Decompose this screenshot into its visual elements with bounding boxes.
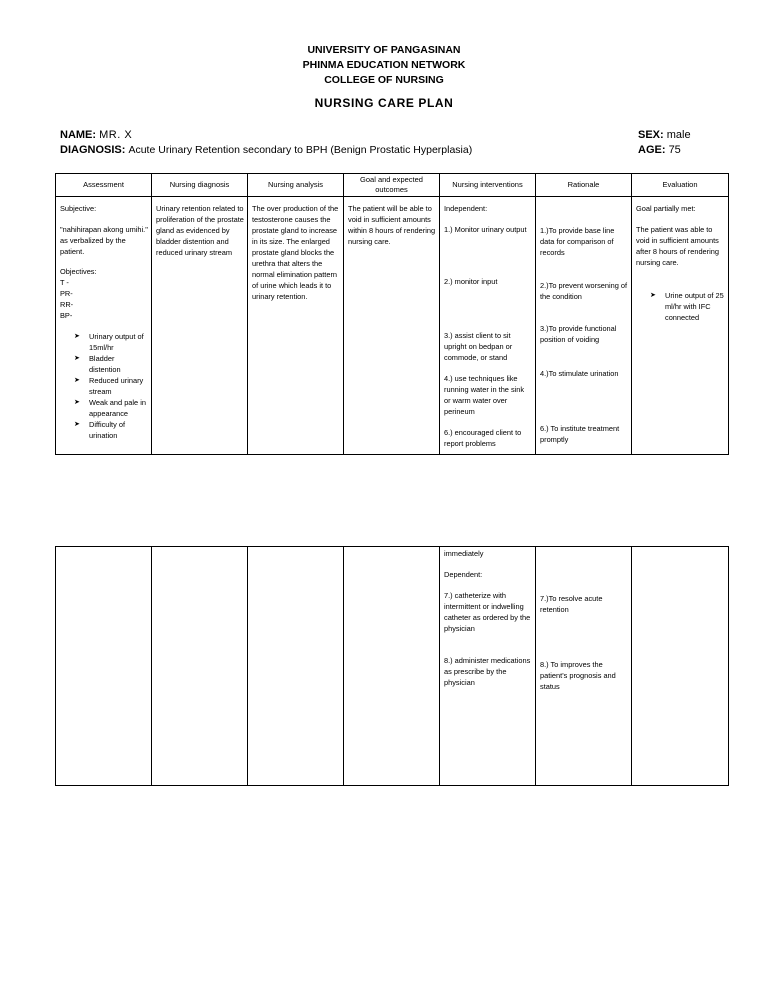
vitals-list <box>60 277 148 321</box>
diagnosis-label: DIAGNOSIS: <box>60 144 126 156</box>
assessment-cell <box>56 197 152 455</box>
subjective-label: Subjective: <box>60 204 97 213</box>
vital-bp: BP- <box>60 311 73 320</box>
arrow-bullet-icon: ➤ <box>74 421 80 428</box>
patient-age <box>638 144 681 156</box>
arrow-bullet-icon: ➤ <box>74 333 80 340</box>
diagnosis-value: Acute Urinary Retention secondary to BPH (Benign Prostatic Hyperplasia) <box>128 144 473 156</box>
patient-diagnosis <box>60 144 472 156</box>
evaluation-cell <box>632 197 729 455</box>
patient-sex <box>638 129 691 141</box>
network-name: PHINMA EDUCATION NETWORK <box>302 59 466 71</box>
evaluation-text: The patient was able to void in sufficient amounts after 8 hours of rendering nursing care. <box>636 225 719 267</box>
rationale-cell-2 <box>536 547 632 786</box>
col-evaluation: Evaluation <box>632 174 729 197</box>
nursing-diagnosis-text: Urinary retention related to proliferation of the prostate gland as evidenced by bladder distention and reduced urinary stream <box>156 204 244 257</box>
interventions-cell-2 <box>440 547 536 786</box>
patient-name <box>60 129 132 141</box>
subjective-text: "nahihirapan akong umihi." as verbalized by the patient. <box>60 225 148 256</box>
list-item: ➤ Reduced urinary stream <box>74 376 144 396</box>
table-row <box>56 547 729 786</box>
independent-label: Independent: <box>444 204 488 213</box>
arrow-bullet-icon: ➤ <box>650 292 656 299</box>
rationale-cell <box>536 197 632 455</box>
goal-cell <box>344 197 440 455</box>
col-nursing-diagnosis: Nursing diagnosis <box>152 174 248 197</box>
college-name: COLLEGE OF NURSING <box>324 74 444 86</box>
intervention-1: 1.) Monitor urinary output <box>444 225 527 234</box>
name-label: NAME: <box>60 129 97 141</box>
col-interventions: Nursing interventions <box>440 174 536 197</box>
evaluation-list <box>636 290 725 323</box>
intervention-4: 4.) use techniques like running water in the sink or warm water over perineum <box>444 374 525 416</box>
evaluation-status: Goal partially met: <box>636 204 696 213</box>
care-plan-table-1 <box>55 173 729 455</box>
table-row <box>56 197 729 455</box>
intervention-7: 7.) catheterize with intermittent or indwelling catheter as ordered by the physician <box>444 591 531 633</box>
nursing-diagnosis-cell <box>152 197 248 455</box>
vital-pr: PR- <box>60 289 73 298</box>
intervention-3: 3.) assist client to sit upright on bedpan or commode, or stand <box>444 331 513 362</box>
nursing-analysis-text: The over production of the testosterone causes the prostate gland to increase in its size. The enlarged prostate gland blocks the urethra that alters the normal elimination pattern of urine which leads it to urinary retention. <box>252 204 339 301</box>
name-value: MR. X <box>99 129 133 141</box>
assessment-cell-2 <box>56 547 152 786</box>
rationale-4: 4.)To stimulate urination <box>540 369 619 378</box>
intervention-2: 2.) monitor input <box>444 277 498 286</box>
university-name: UNIVERSITY OF PANGASINAN <box>307 44 461 56</box>
intervention-6: 6.) encouraged client to report problems <box>444 428 522 448</box>
col-rationale: Rationale <box>536 174 632 197</box>
objectives-label: Objectives: <box>60 267 97 276</box>
arrow-bullet-icon: ➤ <box>74 399 80 406</box>
dependent-label: Dependent: <box>444 570 483 579</box>
col-nursing-analysis: Nursing analysis <box>248 174 344 197</box>
sex-label: SEX: <box>638 129 664 141</box>
intervention-8: 8.) administer medications as prescribe by the physician <box>444 656 531 687</box>
rationale-3: 3.)To provide functional position of voiding <box>540 324 617 344</box>
age-label: AGE: <box>638 144 666 156</box>
nursing-analysis-cell <box>248 197 344 455</box>
rationale-2: 2.)To prevent worsening of the condition <box>540 281 628 301</box>
rationale-1: 1.)To provide base line data for comparison of records <box>540 226 615 257</box>
evaluation-cell-2 <box>632 547 729 786</box>
rationale-6: 6.) To institute treatment promptly <box>540 424 620 444</box>
list-item: ➤ Bladder distention <box>74 354 121 374</box>
rationale-8: 8.) To improves the patient's prognosis and status <box>540 660 616 691</box>
list-item: ➤ Urine output of 25 ml/hr with IFC connected <box>650 291 724 322</box>
vital-temp: T - <box>60 278 69 287</box>
rationale-7: 7.)To resolve acute retention <box>540 594 603 614</box>
nursing-diagnosis-cell-2 <box>152 547 248 786</box>
list-item: ➤ Weak and pale in appearance <box>74 398 146 418</box>
goal-cell-2 <box>344 547 440 786</box>
arrow-bullet-icon: ➤ <box>74 355 80 362</box>
interventions-cell <box>440 197 536 455</box>
intervention-continued: immediately <box>444 549 484 558</box>
findings-list <box>60 331 148 441</box>
arrow-bullet-icon: ➤ <box>74 377 80 384</box>
page-title: NURSING CARE PLAN <box>314 96 454 110</box>
care-plan-table-2 <box>55 546 729 786</box>
list-item: ➤ Urinary output of 15ml/hr <box>74 332 144 352</box>
nursing-analysis-cell-2 <box>248 547 344 786</box>
col-goal: Goal and expected outcomes <box>344 174 440 197</box>
goal-text: The patient will be able to void in sufficient amounts within 8 hours of rendering nursing care. <box>348 204 436 246</box>
vital-rr: RR- <box>60 300 74 309</box>
sex-value: male <box>666 129 691 141</box>
table-header-row <box>56 174 729 197</box>
col-assessment: Assessment <box>56 174 152 197</box>
age-value: 75 <box>668 144 681 156</box>
list-item: ➤ Difficulty of urination <box>74 420 126 440</box>
